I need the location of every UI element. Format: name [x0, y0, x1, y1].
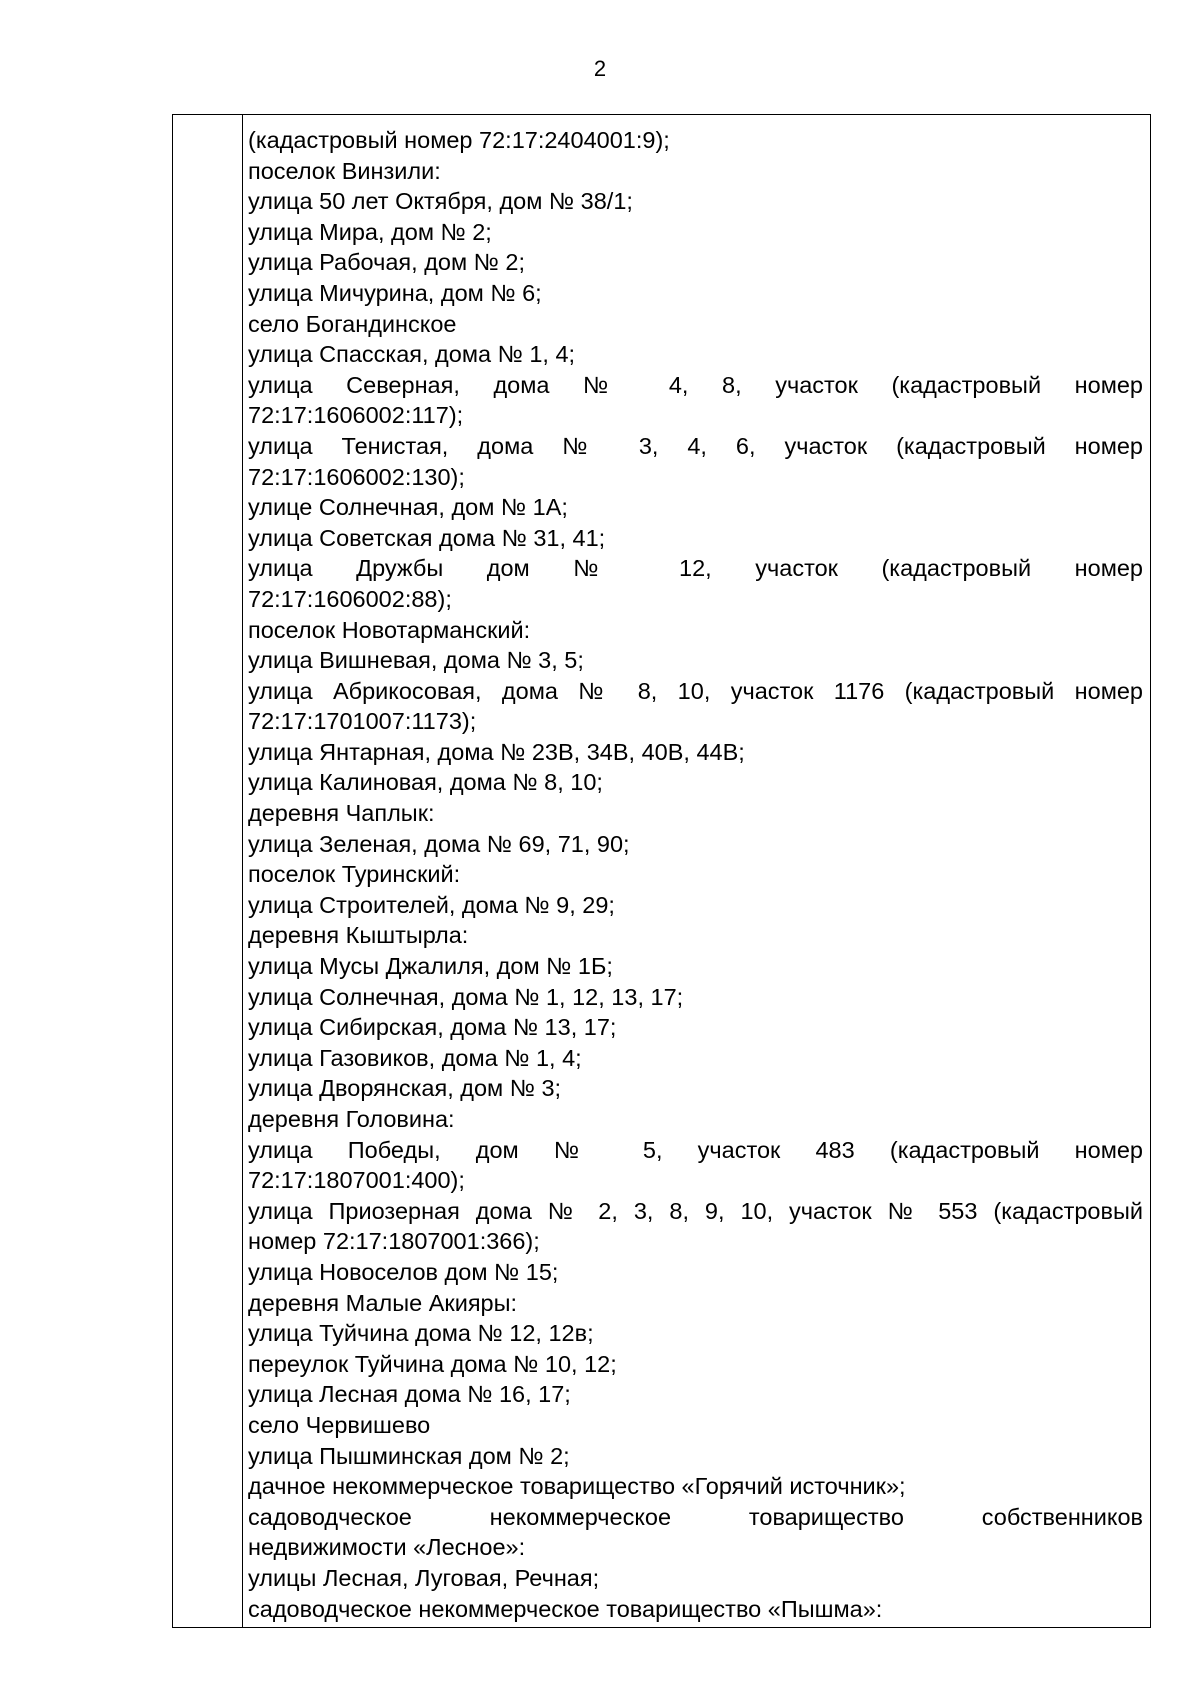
address-line: улица Спасская, дома № 1, 4; [248, 341, 576, 368]
address-line: улица Солнечная, дома № 1, 12, 13, 17; [248, 983, 684, 1010]
address-line: улица Победы, дом № 5, участок 483 (кадастровый номер [248, 1136, 1143, 1163]
address-line: 72:17:1606002:88); [248, 585, 452, 612]
address-line: 72:17:1701007:1173); [248, 708, 477, 735]
address-line: улица Пышминская дом № 2; [248, 1442, 570, 1469]
address-line: улица Зеленая, дома № 69, 71, 90; [248, 830, 630, 857]
address-line: улица Мира, дом № 2; [248, 218, 492, 245]
address-line: улица Новоселов дом № 15; [248, 1258, 559, 1285]
address-line: улица Рабочая, дом № 2; [248, 249, 526, 276]
address-line: улица Советская дома № 31, 41; [248, 524, 606, 551]
address-line: улица Лесная дома № 16, 17; [248, 1381, 571, 1408]
address-line: улица Газовиков, дома № 1, 4; [248, 1044, 582, 1071]
address-line: улица Абрикосовая, дома № 8, 10, участок 1176 (кадастровый номер [248, 677, 1143, 704]
address-line: улица Строителей, дома № 9, 29; [248, 891, 615, 918]
address-line: улица Тенистая, дома № 3, 4, 6, участок (кадастровый номер [248, 432, 1143, 459]
address-line: улица Янтарная, дома № 23В, 34В, 40В, 44В; [248, 738, 745, 765]
address-line: улице Солнечная, дом № 1А; [248, 494, 568, 521]
address-line: улица Дворянская, дом № 3; [248, 1075, 562, 1102]
address-line: поселок Винзили: [248, 157, 441, 184]
address-line: улица Вишневая, дома № 3, 5; [248, 647, 584, 674]
address-line: дачное некоммерческое товарищество «Горячий источник»; [248, 1473, 906, 1500]
address-line: поселок Новотарманский: [248, 616, 531, 643]
address-line: улица Дружбы дом № 12, участок (кадастровый номер [248, 555, 1143, 582]
address-line: улица Мичурина, дом № 6; [248, 279, 542, 306]
address-line: село Червишево [248, 1411, 431, 1438]
address-line: улица Сибирская, дома № 13, 17; [248, 1014, 617, 1041]
address-table [172, 114, 1151, 1628]
address-line: недвижимости «Лесное»: [248, 1534, 526, 1561]
column-divider [242, 115, 243, 1627]
address-line: улица Северная, дома № 4, 8, участок (кадастровый номер [248, 371, 1143, 398]
address-line: деревня Кыштырла: [248, 922, 469, 949]
address-line: 72:17:1606002:130); [248, 463, 465, 490]
address-list-cell [248, 125, 1143, 1624]
address-line: улица Мусы Джалиля, дом № 1Б; [248, 953, 613, 980]
address-line: улица 50 лет Октября, дом № 38/1; [248, 188, 633, 215]
address-line: (кадастровый номер 72:17:2404001:9); [248, 127, 670, 153]
address-line: номер 72:17:1807001:366); [248, 1228, 540, 1255]
address-line: улица Туйчина дома № 12, 12в; [248, 1320, 594, 1347]
address-line: переулок Туйчина дома № 10, 12; [248, 1350, 617, 1377]
address-line: 72:17:1606002:117); [248, 402, 464, 429]
address-line: село Богандинское [248, 310, 457, 337]
address-line: улица Приозерная дома № 2, 3, 8, 9, 10, участок № 553 (кадастровый [248, 1197, 1143, 1224]
address-line: садоводческое некоммерческое товарищество собственников [248, 1503, 1143, 1530]
address-line: улицы Лесная, Луговая, Речная; [248, 1564, 600, 1591]
address-line: деревня Малые Акияры: [248, 1289, 518, 1316]
address-line: деревня Головина: [248, 1106, 455, 1132]
address-line: деревня Чаплык: [248, 800, 435, 827]
address-line: поселок Туринский: [248, 861, 461, 888]
address-line: улица Калиновая, дома № 8, 10; [248, 769, 603, 796]
address-line: садоводческое некоммерческое товарищество «Пышма»: [248, 1595, 883, 1622]
page-number: 2 [593, 56, 607, 81]
address-line: 72:17:1807001:400); [248, 1167, 465, 1194]
